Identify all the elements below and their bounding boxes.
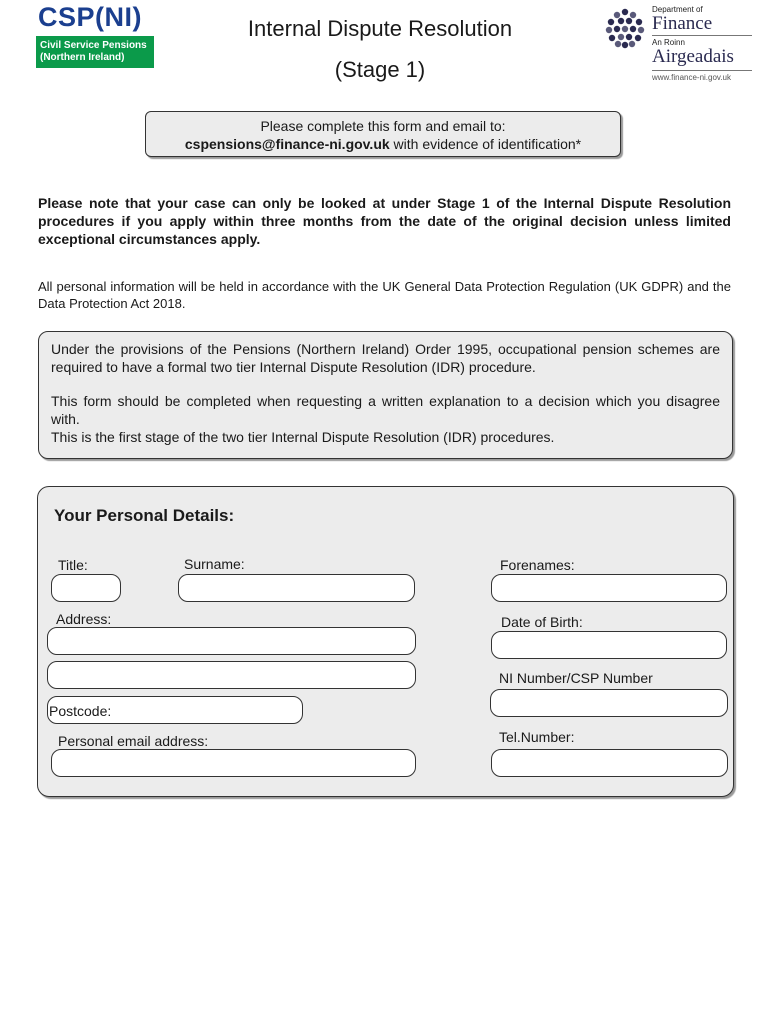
address-label: Address: bbox=[56, 611, 112, 627]
dof-logo-mark-icon bbox=[604, 7, 646, 49]
title-label: Title: bbox=[58, 557, 88, 573]
email-instruction-box bbox=[145, 111, 621, 157]
dob-label: Date of Birth: bbox=[501, 614, 583, 630]
gdpr-statement: All personal information will be held in accordance with the UK General Data Protection Regulation (UK GDPR) and the Data Protection Act 2018. bbox=[38, 279, 731, 311]
email-label: Personal email address: bbox=[58, 733, 209, 749]
surname-field[interactable] bbox=[178, 574, 415, 602]
ni-number-field[interactable] bbox=[490, 689, 728, 717]
postcode-label: Postcode: bbox=[49, 703, 112, 719]
email-instruction-line1: Please complete this form and email to: bbox=[260, 118, 506, 134]
document-stage: (Stage 1) bbox=[334, 57, 426, 82]
email-address[interactable]: cspensions@finance-ni.gov.uk bbox=[184, 136, 390, 152]
idr-info-p2: This form should be completed when requesting a written explanation to a decision which you disagree with. bbox=[51, 393, 720, 427]
idr-info-box bbox=[38, 331, 733, 459]
email-instruction-suffix: with evidence of identification* bbox=[389, 136, 582, 152]
forenames-field[interactable] bbox=[491, 574, 727, 602]
idr-info-p3: This is the first stage of the two tier Internal Dispute Resolution (IDR) procedures. bbox=[51, 429, 555, 445]
dof-url: www.finance-ni.gov.uk bbox=[652, 73, 731, 82]
csp-band-line1: Civil Service Pensions bbox=[40, 40, 147, 51]
address-field-line1[interactable] bbox=[47, 627, 416, 655]
dof-finance: Finance bbox=[652, 13, 713, 34]
dob-field[interactable] bbox=[491, 631, 727, 659]
document-title: Internal Dispute Resolution bbox=[247, 16, 513, 41]
title-field[interactable] bbox=[51, 574, 121, 602]
surname-label: Surname: bbox=[184, 556, 245, 572]
dof-dept-of: Department of bbox=[652, 5, 703, 14]
ni-number-label: NI Number/CSP Number bbox=[499, 670, 653, 686]
tel-number-label: Tel.Number: bbox=[499, 729, 575, 745]
address-field-line2[interactable] bbox=[47, 661, 416, 689]
dof-an-roinn: An Roinn bbox=[652, 38, 685, 47]
dof-airgeadais: Airgeadais bbox=[652, 46, 734, 67]
tel-number-field[interactable] bbox=[491, 749, 728, 777]
csp-logo-band bbox=[36, 36, 154, 68]
stage1-time-limit-note: Please note that your case can only be looked at under Stage 1 of the Internal Dispute Resolution procedures if you apply within three months from the date of the original decision unless limited exceptional circumstances apply. bbox=[38, 195, 731, 247]
csp-band-line2: (Northern Ireland) bbox=[40, 52, 125, 63]
forenames-label: Forenames: bbox=[500, 557, 575, 573]
dof-divider bbox=[652, 35, 752, 36]
personal-email-field[interactable] bbox=[51, 749, 416, 777]
idr-info-p1: Under the provisions of the Pensions (Northern Ireland) Order 1995, occupational pension schemes are required to have a formal two tier Internal Dispute Resolution (IDR) procedure. bbox=[51, 341, 720, 375]
dof-divider bbox=[652, 70, 752, 71]
email-instruction-line2 bbox=[146, 135, 620, 153]
personal-details-title: Your Personal Details: bbox=[54, 506, 235, 525]
csp-logo-text: CSP(NI) bbox=[38, 2, 142, 32]
